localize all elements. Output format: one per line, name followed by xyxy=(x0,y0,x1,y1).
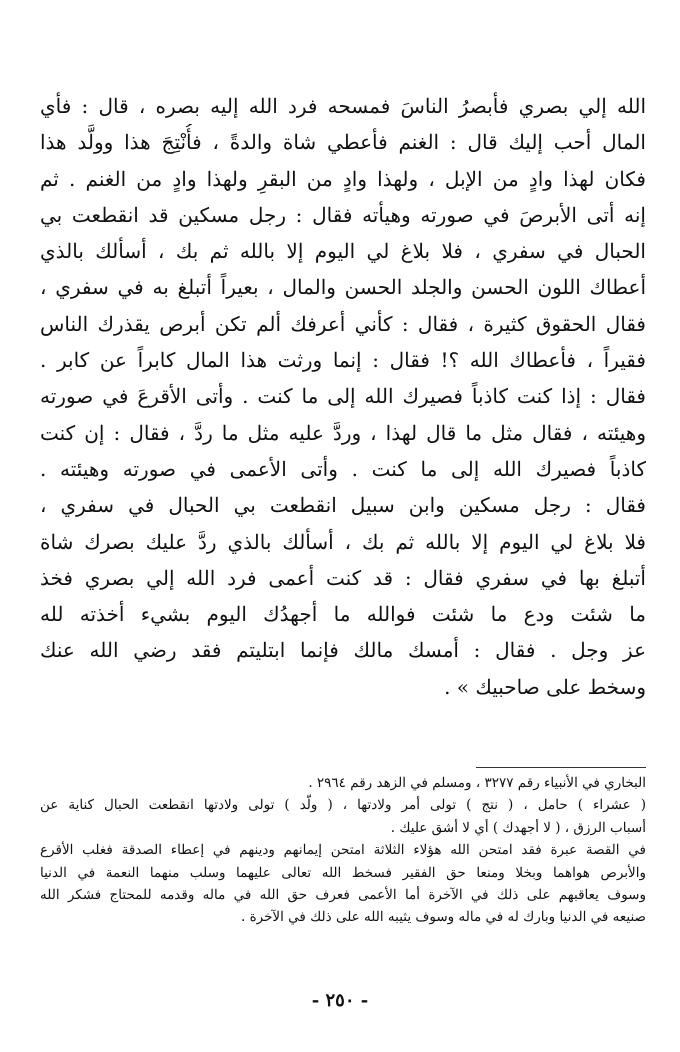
text-line: فقال : رجل مسكين وابن سبيل انقطعت بي الحبال في سفري ، xyxy=(40,493,646,518)
text-line: وسخط على صاحبيك » . xyxy=(444,674,646,699)
text-line: فقال الحقوق كثيرة ، فقال : كأني أعرفك ألم تكن أبرص يقذرك الناس xyxy=(40,311,646,336)
text-line: المال أحب إليك قال : الغنم فأعطي شاة والدةً ، فأُنْتِجَ هذا وولَّد هذا xyxy=(40,130,646,155)
text-line: فكان لهذا وادٍ من الإبل ، ولهذا وادٍ من البقرِ ولهذا وادٍ من الغنم . ثم xyxy=(40,166,646,191)
text-line: أعطاك اللون الحسن والجلد الحسن والمال ، بعيراً أتبلغ به في سفري ، xyxy=(40,275,646,300)
text-line: أتبلغ بها في سفري فقال : قد كنت أعمى فرد الله إلي بصري فخذ xyxy=(40,565,646,590)
text-line: فقيراً ، فأعطاك الله ؟! فقال : إنما ورثت هذا المال كابراً عن كابر . xyxy=(40,348,646,373)
footnote-line: في القصة عبرة فقد امتحن الله هؤلاء الثلاثة امتحن إيمانهم ودينهم في إعطاء الصدقة فغلب الأقرع xyxy=(40,842,646,859)
text-line: إنه أتى الأبرصَ في صورته وهيأته فقال : رجل مسكين قد انقطعت بي xyxy=(40,202,646,227)
footnote-line: أسباب الرزق ، ( لا أجهدك ) أي لا أشق عليك . xyxy=(390,819,646,836)
main-text xyxy=(40,88,646,705)
text-line: فقال : إذا كنت كاذباً فصيرك الله إلى ما كنت . وأتى الأقرعَ في صورته xyxy=(40,384,646,409)
footnote-line: البخاري في الأنبياء رقم ٣٢٧٧ ، ومسلم في الزهد رقم ٢٩٦٤ . xyxy=(308,775,646,791)
text-line: ما شئت ودع ما شئت فوالله ما أجهدُك اليوم بشيء أخذته لله xyxy=(40,602,646,627)
footnote-line: صنيعه في الدنيا وبارك له في ماله وسوف يثيبه الله على ذلك في الآخرة . xyxy=(240,909,646,926)
text-line: فلا بلاغ لي اليوم إلا بالله ثم بك ، أسألك بالذي ردَّ عليك بصرك شاة xyxy=(40,529,646,554)
text-line: الحبال في سفري ، فلا بلاغ لي اليوم إلا بالله ثم بك ، أسألك بالذي xyxy=(40,239,646,264)
footnote-line: والأبرص هواهما وبخلا ومنعا حق الفقير فسخط الله تعالى عليهما وسلب منهما النعمة في الدنيا xyxy=(40,864,646,881)
footnote-separator xyxy=(476,767,646,768)
page-content xyxy=(40,88,646,926)
text-line: وهيئته ، فقال مثل ما قال لهذا ، وردَّ عليه مثل ما ردَّ ، فقال : إن كنت xyxy=(40,420,646,445)
text-line: الله إلي بصري فأبصرُ الناسَ فمسحه فرد الله إليه بصره ، قال : فأي xyxy=(40,94,646,118)
footnote-line: وسوف يعاقبهم على ذلك في الآخرة أما الأعمى فعرف حق الله في ماله وقدمه للمحتاج فشكر الله xyxy=(40,886,646,903)
text-line: كاذباً فصيرك الله إلى ما كنت . وأتى الأعمى في صورته وهيئته . xyxy=(40,456,646,481)
footnote-line: ( عشراء ) حامل ، ( نتج ) تولى أمر ولادتها ، ( ولَّد ) تولى ولادتها انقطعت الحبال كناية عن xyxy=(40,797,646,814)
text-line: عز وجل . فقال : أمسك مالك فإنما ابتليتم فقد رضي الله عنك xyxy=(40,638,646,663)
page-number: - ٢٥٠ - xyxy=(311,990,369,1011)
footnotes xyxy=(40,772,646,929)
